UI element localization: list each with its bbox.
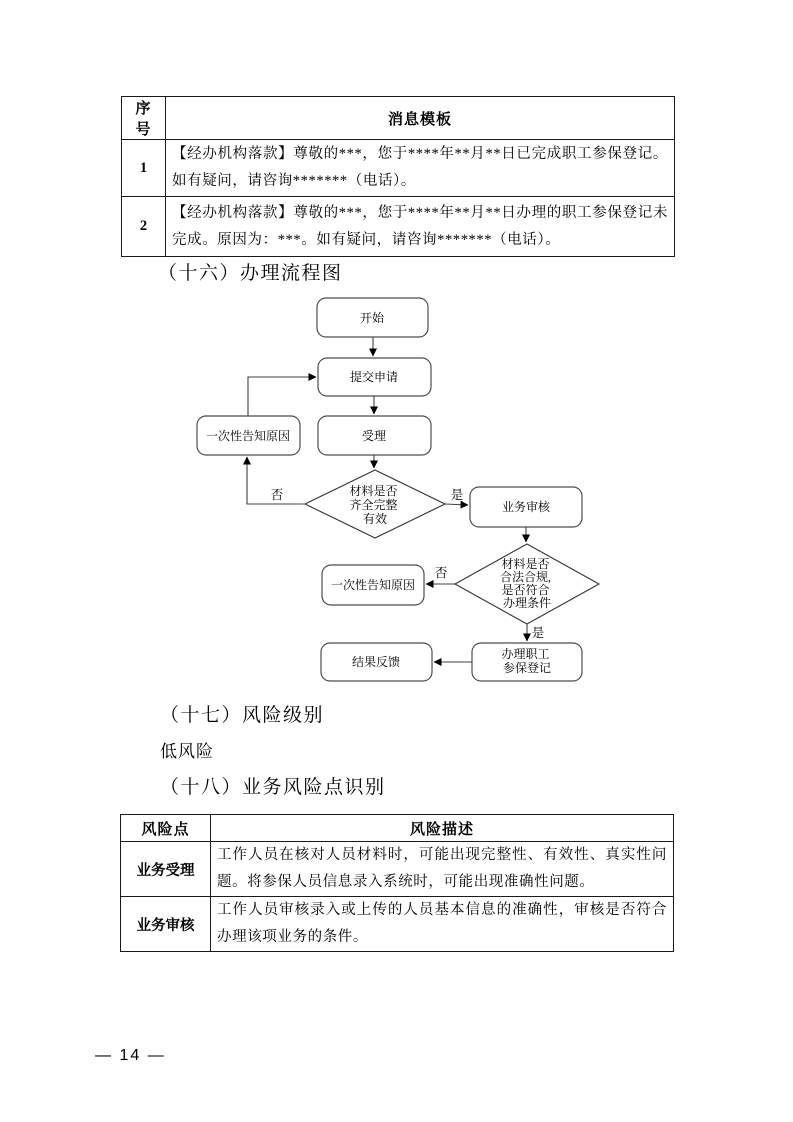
- edge-decision1-yes-review: [445, 504, 468, 505]
- flow-node-review: [470, 487, 582, 527]
- decision2-line4: 办理条件: [502, 596, 552, 610]
- message-table-header-no: 序号: [122, 97, 166, 140]
- flow-node-accept: [318, 416, 431, 455]
- risk-row-1-point: 业务受理: [121, 842, 211, 897]
- decision2-line1: 材料是否: [501, 557, 550, 571]
- flow-node-start-label: 开始: [359, 311, 385, 325]
- flow-node-notify-reason-2: [322, 565, 424, 605]
- flow-node-submit-label: 提交申请: [349, 370, 399, 384]
- table-row: [121, 897, 674, 952]
- table-row: [122, 197, 675, 257]
- flow-node-accept-label: 受理: [361, 429, 387, 443]
- message-table-header-template: 消息模板: [166, 97, 675, 140]
- edge-label-yes-1: 是: [450, 488, 464, 502]
- flow-node-feedback: [321, 643, 432, 681]
- edge-notify1-submit: [248, 377, 316, 416]
- table-row: [121, 842, 674, 897]
- edge-label-no-1: 否: [270, 488, 284, 502]
- flow-node-start: [317, 298, 428, 337]
- table-header-row: [122, 97, 675, 140]
- section-18-heading: （十八）业务风险点识别: [160, 777, 386, 798]
- message-template-table: [121, 96, 675, 257]
- register-line1: 办理职工: [501, 647, 550, 661]
- flow-node-review-label: 业务审核: [501, 500, 551, 514]
- risk-table-header-desc: 风险描述: [211, 815, 674, 842]
- decision1-line2: 齐全完整: [349, 498, 398, 512]
- flow-decision-materials-complete: [305, 470, 445, 538]
- message-row-2-template: 【经办机构落款】尊敬的***，您于****年**月**日办理的职工参保登记未完成。原因为：***。如有疑问，请咨询*******（电话）。: [166, 197, 675, 257]
- section-17-heading: （十七）风险级别: [160, 705, 325, 726]
- table-header-row: [121, 815, 674, 842]
- decision1-line1: 材料是否: [349, 484, 398, 498]
- flow-node-notify-reason-1-label: 一次性告知原因: [205, 429, 291, 443]
- decision2-line2: 合法合规,: [499, 570, 552, 584]
- edge-label-yes-2: 是: [531, 626, 545, 640]
- flow-node-submit: [318, 358, 431, 396]
- flow-decision-materials-legal: [455, 544, 599, 624]
- svg-text:办理职工 参保登记: [501, 646, 552, 675]
- flow-node-register: [472, 643, 582, 681]
- flow-node-notify-reason-2-label: 一次性告知原因: [330, 578, 416, 592]
- decision2-line3: 是否符合: [501, 583, 550, 597]
- svg-text:材料是否 合法合规, 是否符: [500, 556, 554, 610]
- message-row-1-no: 1: [122, 140, 166, 197]
- message-row-1-template: 【经办机构落款】尊敬的***，您于****年**月**日已完成职工参保登记。如有疑问，请咨询*******（电话）。: [166, 140, 675, 197]
- risk-row-1-desc: 工作人员在核对人员材料时，可能出现完整性、有效性、真实性问题。将参保人员信息录入系统时，可能出现准确性问题。: [211, 842, 674, 897]
- register-line2: 参保登记: [502, 661, 552, 675]
- flow-node-feedback-label: 结果反馈: [351, 655, 401, 669]
- page-number: — 14 —: [95, 1047, 166, 1064]
- decision1-line3: 有效: [362, 512, 388, 526]
- flow-node-notify-reason-1: [197, 416, 300, 455]
- process-flowchart: [150, 290, 620, 695]
- risk-level-text: 低风险: [160, 742, 214, 761]
- risk-table-header-point: 风险点: [121, 815, 211, 842]
- risk-point-table: [120, 814, 674, 952]
- message-row-2-no: 2: [122, 197, 166, 257]
- section-16-heading: （十六）办理流程图: [158, 263, 343, 284]
- risk-row-2-desc: 工作人员审核录入或上传的人员基本信息的准确性，审核是否符合办理该项业务的条件。: [211, 897, 674, 952]
- edge-label-no-2: 否: [434, 566, 448, 580]
- risk-row-2-point: 业务审核: [121, 897, 211, 952]
- table-row: [122, 140, 675, 197]
